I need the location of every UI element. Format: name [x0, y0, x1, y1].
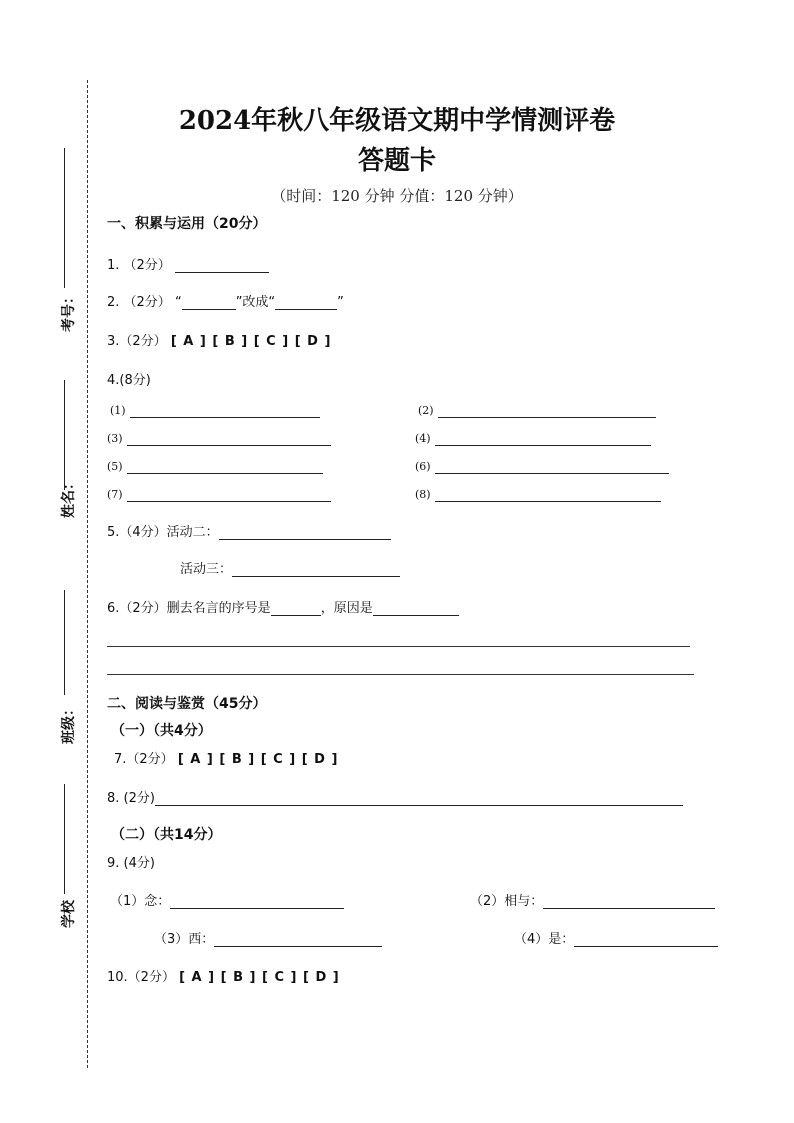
q4-item-2-line[interactable] [438, 403, 656, 418]
q3-choices[interactable]: [ A ] [ B ] [ C ] [ D ] [170, 334, 332, 349]
q9-item-1 [110, 890, 344, 909]
q4-item-1 [110, 403, 320, 418]
q9-label: 9. (4分) [107, 856, 155, 871]
q4-item-7-label: (7) [107, 488, 123, 501]
part1-heading: （一）（共4分） [111, 723, 212, 739]
q8-answer-line[interactable] [155, 791, 683, 806]
q7-choices[interactable]: [ A ] [ B ] [ C ] [ D ] [177, 752, 339, 767]
q4-item-1-line[interactable] [130, 403, 320, 418]
q4-item-5 [107, 459, 323, 474]
q4-item-3 [107, 431, 331, 446]
q4-item-8-line[interactable] [435, 487, 661, 502]
q4-item-4-line[interactable] [435, 431, 651, 446]
section1-heading: 一、积累与运用（20分） [107, 216, 267, 232]
q5-activity3-line[interactable] [232, 562, 400, 577]
q4-item-3-line[interactable] [127, 431, 331, 446]
q5-activity3 [180, 558, 400, 577]
page-title: 2024年秋八年级语文期中学情测评卷 [178, 106, 616, 136]
q5-activity2-line[interactable] [219, 525, 391, 540]
q9-item-4-line[interactable] [574, 932, 718, 947]
q6 [107, 597, 459, 616]
q9-item-3-label: （3）西： [154, 932, 215, 947]
q4-item-6 [415, 459, 669, 474]
q6-mid: ，原因是 [320, 601, 373, 616]
q1-label: 1. （2分） [107, 258, 171, 273]
q6-answer-line-1[interactable] [107, 646, 690, 647]
q8 [107, 787, 683, 806]
q9-item-1-line[interactable] [170, 894, 344, 909]
q3 [107, 330, 331, 349]
school-line [64, 784, 65, 894]
q4-item-8 [415, 487, 661, 502]
q9-item-3-line[interactable] [214, 932, 382, 947]
part2-heading: （二）（共14分） [111, 827, 222, 843]
q4-item-4 [415, 431, 651, 446]
q2-mid: ”改成“ [235, 295, 276, 310]
q9-item-1-label: （1）念： [110, 894, 171, 909]
q10-choices[interactable]: [ A ] [ B ] [ C ] [ D ] [179, 970, 340, 985]
q4-item-3-label: (3) [107, 432, 123, 445]
q4-item-7-line[interactable] [127, 487, 331, 502]
q9-item-2-label: （2）相与： [470, 894, 544, 909]
q6-number-line[interactable] [271, 601, 321, 616]
q5-label: 5.（4分）活动二： [107, 525, 219, 540]
q3-label: 3.（2分） [107, 334, 167, 349]
school-label: 学校 [61, 900, 77, 928]
q9-item-4 [514, 928, 718, 947]
q9-item-2-line[interactable] [543, 894, 715, 909]
name-label: 姓名： [61, 476, 77, 518]
q9-item-3 [154, 928, 382, 947]
q9-item-4-label: （4）是： [514, 932, 575, 947]
exam-no-label: 考号： [61, 290, 77, 332]
q10-label: 10.（2分） [107, 970, 175, 985]
name-line [64, 380, 65, 490]
q1-answer-line[interactable] [175, 258, 269, 273]
q4-item-5-line[interactable] [127, 459, 323, 474]
q2-end: ” [337, 295, 344, 310]
q4-item-4-label: (4) [415, 432, 431, 445]
fold-dashed-line [87, 80, 88, 1068]
q4-item-6-line[interactable] [435, 459, 669, 474]
q4-item-1-label: (1) [110, 404, 126, 417]
class-label: 班级： [61, 702, 77, 744]
q7-label: 7.（2分） [114, 752, 174, 767]
q8-label: 8. (2分) [107, 791, 155, 806]
q2-answer-line-1[interactable] [182, 295, 236, 310]
section2-heading: 二、阅读与鉴赏（45分） [107, 696, 267, 712]
q4-item-6-label: (6) [415, 460, 431, 473]
q4-item-8-label: (8) [415, 488, 431, 501]
q4-item-2-label: (2) [418, 404, 434, 417]
q2 [107, 291, 344, 310]
q2-answer-line-2[interactable] [275, 295, 337, 310]
q6-answer-line-2[interactable] [107, 674, 694, 675]
time-info: （时间：120 分钟 分值：120 分钟） [271, 187, 523, 205]
q4-item-5-label: (5) [107, 460, 123, 473]
q5-activity3-label: 活动三： [180, 562, 233, 577]
q7 [114, 748, 338, 767]
q9-item-2 [470, 890, 715, 909]
q1 [107, 254, 269, 273]
q10 [107, 966, 340, 985]
q4-label: 4.(8分) [107, 373, 151, 388]
page-subtitle: 答题卡 [357, 146, 436, 176]
q5 [107, 521, 391, 540]
class-line [64, 590, 65, 695]
q2-prefix: 2. （2分） “ [107, 295, 182, 310]
q6-reason-line[interactable] [373, 601, 459, 616]
q6-prefix: 6.（2分）删去名言的序号是 [107, 601, 271, 616]
q4-item-7 [107, 487, 331, 502]
q4-item-2 [418, 403, 656, 418]
